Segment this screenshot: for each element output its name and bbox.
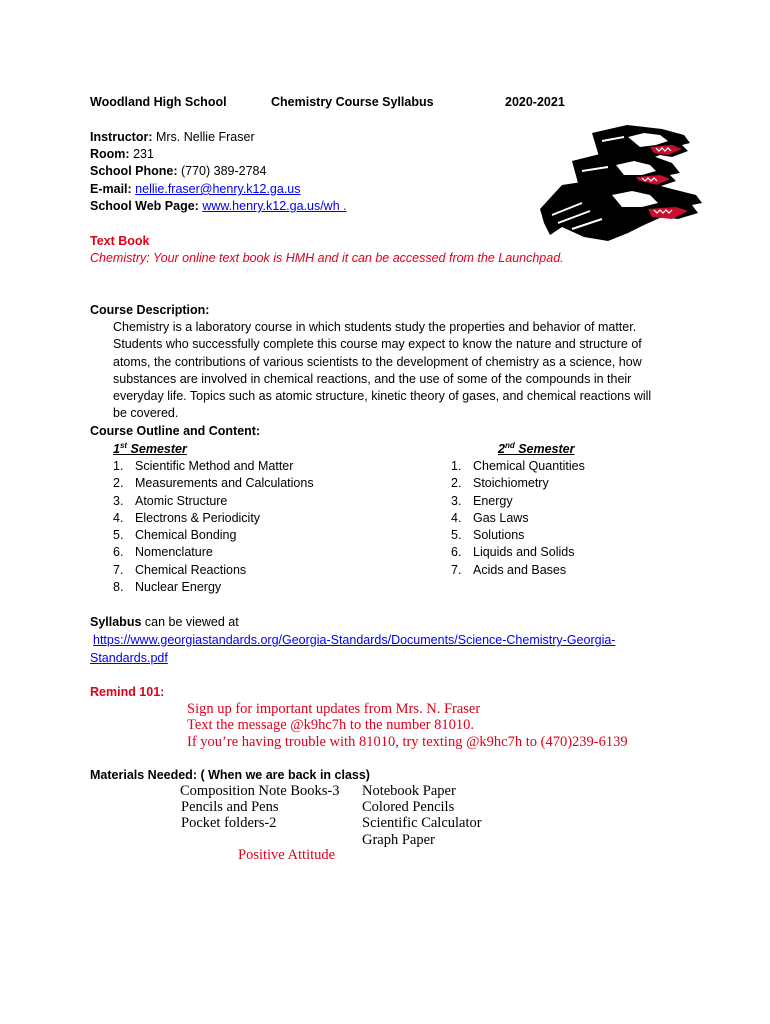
wolf-pack-mascot-icon: [532, 123, 704, 247]
syllabus-link-line-1[interactable]: https://www.georgiastandards.org/Georgia-Standards/Documents/Science-Chemistry-Georgia-: [93, 633, 616, 647]
list-item: 5. Chemical Bonding: [113, 528, 237, 543]
description-heading: Course Description:: [90, 303, 210, 317]
remind-line: Text the message @k9hc7h to the number 81010.: [187, 717, 474, 733]
list-item: 2. Measurements and Calculations: [113, 476, 314, 491]
list-item: 5. Solutions: [451, 528, 525, 543]
syllabus-link-line-2[interactable]: Standards.pdf: [90, 651, 168, 665]
syllabus-label: Syllabus: [90, 615, 142, 629]
semester-2-heading: 2nd Semester: [498, 440, 575, 456]
school-name: Woodland High School: [90, 95, 227, 109]
remind-line: If you’re having trouble with 81010, try texting @k9hc7h to (470)239-6139: [187, 734, 628, 750]
instructor-line: [90, 129, 255, 146]
list-item: 6. Liquids and Solids: [451, 545, 575, 560]
instructor-value: Mrs. Nellie Fraser: [155, 130, 255, 144]
remind-line: Sign up for important updates from Mrs. N. Fraser: [187, 701, 481, 717]
room-value: 231: [133, 147, 154, 161]
description-line: be covered.: [113, 406, 179, 421]
semester-1-list: [113, 458, 314, 596]
instructor-label: Instructor:: [90, 130, 153, 144]
list-item: 8. Nuclear Energy: [113, 580, 222, 595]
material-item: Pencils and Pens: [181, 799, 279, 815]
semester-2-list: [451, 458, 585, 579]
remind-heading: Remind 101:: [90, 685, 165, 699]
list-item: 1. Chemical Quantities: [451, 459, 585, 473]
list-item: 7. Chemical Reactions: [113, 562, 247, 577]
list-item: 1. Scientific Method and Matter: [113, 459, 294, 473]
semester-1-heading: 1st Semester: [113, 440, 187, 456]
email-line: [90, 181, 301, 198]
material-item: Composition Note Books-3: [180, 783, 340, 799]
materials-heading: Materials Needed: ( When we are back in class): [90, 768, 370, 782]
material-item: Pocket folders-2: [181, 815, 277, 831]
description-line: substances are involved in chemical reactions, and the use of some of the compounds in their: [113, 371, 632, 386]
list-item: 3. Atomic Structure: [113, 493, 228, 508]
description-line: everyday life. Topics such as atomic structure, kinetic theory of gases, and chemical reactions will: [113, 389, 652, 404]
room-line: [90, 146, 154, 163]
email-label: E-mail:: [90, 182, 132, 196]
description-line: Chemistry is a laboratory course in which students study the properties and behavior of matter.: [113, 320, 637, 334]
list-item: 2. Stoichiometry: [451, 476, 549, 491]
web-line: [90, 198, 347, 215]
syllabus-line: [90, 614, 239, 631]
list-item: 3. Energy: [451, 493, 513, 508]
course-title: Chemistry Course Syllabus: [271, 95, 434, 109]
list-item: 4. Electrons & Periodicity: [113, 510, 261, 525]
material-item: Notebook Paper: [362, 783, 456, 799]
web-link[interactable]: www.henry.k12.ga.us/wh .: [202, 199, 347, 213]
outline-heading: Course Outline and Content:: [90, 424, 261, 438]
material-item: Scientific Calculator: [362, 815, 482, 831]
email-link[interactable]: nellie.fraser@henry.k12.ga.us: [135, 182, 301, 196]
textbook-heading: Text Book: [90, 234, 150, 248]
room-label: Room:: [90, 147, 130, 161]
list-item: 7. Acids and Bases: [451, 562, 567, 577]
phone-line: [90, 163, 266, 180]
description-line: Students who successfully complete this course may expect to know the nature and structure of: [113, 337, 642, 352]
list-item: 4. Gas Laws: [451, 510, 529, 525]
description-line: atoms, the contributions of various scientists to the development of chemistry as a science, how: [113, 354, 642, 369]
list-item: 6. Nomenclature: [113, 545, 213, 560]
phone-label: School Phone:: [90, 164, 178, 178]
material-item: Graph Paper: [362, 832, 435, 848]
syllabus-text: can be viewed at: [141, 615, 239, 629]
description-body: [113, 319, 673, 423]
web-label: School Web Page:: [90, 199, 199, 213]
material-item: Colored Pencils: [362, 799, 455, 815]
positive-attitude: Positive Attitude: [238, 847, 336, 863]
school-year: 2020-2021: [505, 95, 565, 109]
textbook-line: Chemistry: Your online text book is HMH and it can be accessed from the Launchpad.: [90, 251, 564, 265]
phone-value: (770) 389-2784: [180, 164, 267, 178]
